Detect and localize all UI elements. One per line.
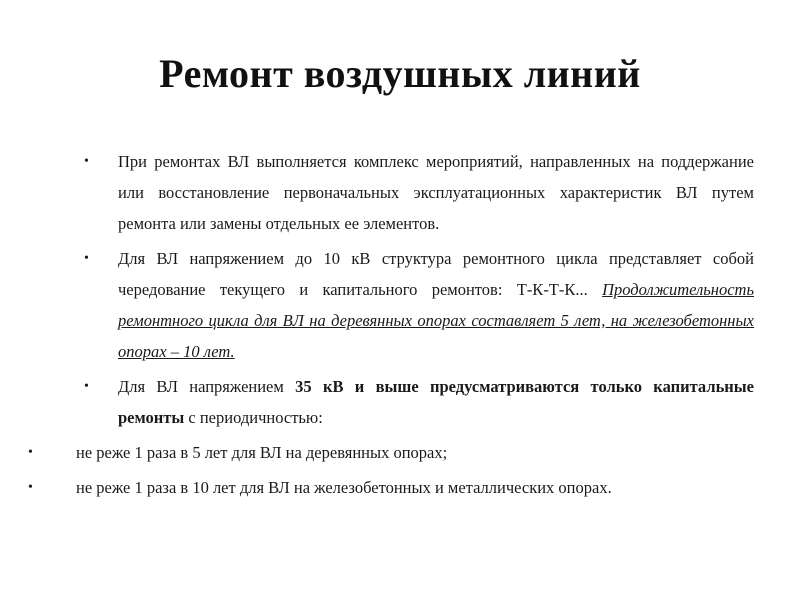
bullet-text-suffix: с периодичностью:	[188, 408, 323, 427]
bullet-dot-icon: •	[28, 445, 33, 460]
bullet-item	[84, 371, 755, 433]
bullet-item	[28, 472, 756, 503]
bullet-list	[0, 146, 800, 507]
bullet-dot-icon: •	[84, 379, 89, 394]
bullet-item	[84, 146, 754, 239]
bullet-dot-icon: •	[84, 154, 89, 169]
bullet-text: Для ВЛ напряжением до 10 кВ структура ремонтного цикла представляет собой чередование текущего и капитального ремонтов: Т-К-Т-К...	[118, 249, 754, 299]
bullet-bold-text: 35 кВ и выше предусматриваются только капитальные ремонты	[118, 377, 755, 427]
slide-title: Ремонт воздушных линий	[159, 51, 641, 96]
bullet-emphasis-text: Продолжительность ремонтного цикла для ВЛ на деревянных опорах составляет 5 лет, на железобетонных опорах – 10 лет.	[118, 280, 754, 361]
bullet-text: не реже 1 раза в 10 лет для ВЛ на железобетонных и металлических опорах.	[76, 478, 612, 497]
bullet-dot-icon: •	[28, 480, 33, 495]
bullet-text-prefix: Для ВЛ напряжением	[118, 377, 284, 396]
bullet-text: не реже 1 раза в 5 лет для ВЛ на деревянных опорах;	[76, 443, 448, 462]
bullet-item	[84, 243, 754, 367]
bullet-item	[28, 437, 756, 468]
bullet-dot-icon: •	[84, 251, 89, 266]
bullet-text: При ремонтах ВЛ выполняется комплекс мероприятий, направленных на поддержание или восстановление первоначальных эксплуатационных характеристик ВЛ путем ремонта или замены отдельных ее элементов.	[118, 152, 754, 233]
